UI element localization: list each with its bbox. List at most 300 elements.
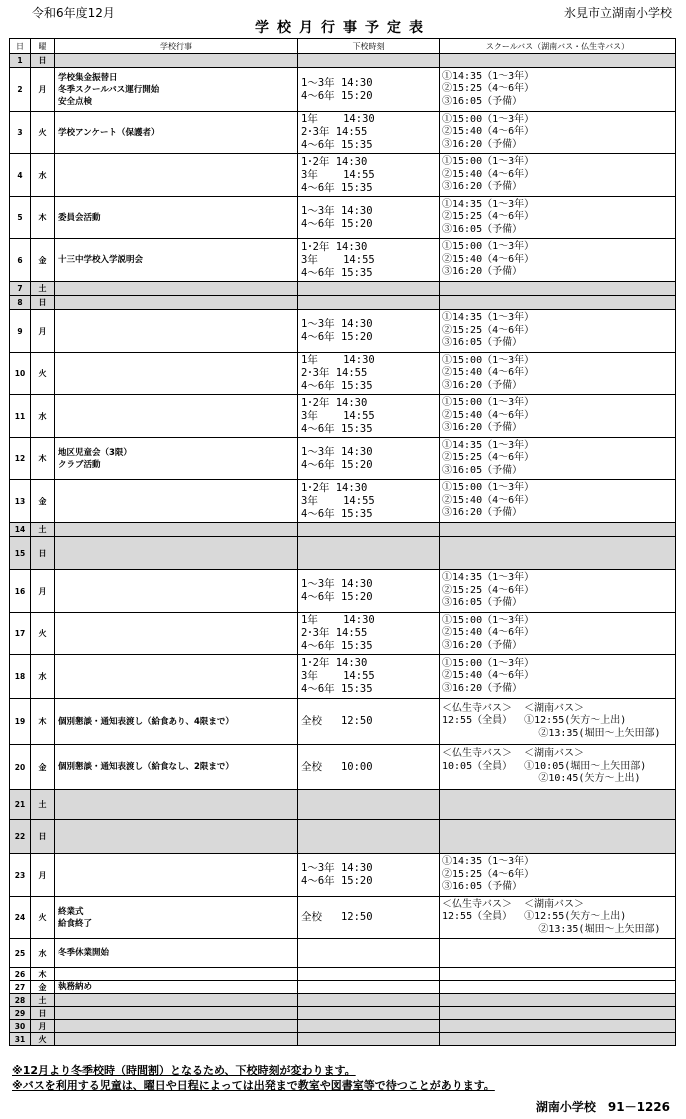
weekday-cell: 火 bbox=[31, 112, 55, 154]
table-row bbox=[10, 745, 676, 790]
event-cell bbox=[55, 790, 298, 820]
dismissal-cell-line: 3年 14:55 bbox=[301, 168, 375, 181]
event-cell-line: 学校アンケート（保護者） bbox=[58, 127, 160, 138]
weekday-cell: 火 bbox=[31, 897, 55, 939]
day-cell: 12 bbox=[10, 438, 31, 480]
weekday-cell: 木 bbox=[31, 197, 55, 239]
bus-cell-line: ①15:00（1～3年） bbox=[442, 354, 535, 366]
event-cell-line: 執務納め bbox=[58, 982, 93, 992]
weekday-cell: 月 bbox=[31, 1020, 55, 1033]
event-cell bbox=[55, 994, 298, 1007]
dismissal-cell-line: 3年 14:55 bbox=[301, 253, 375, 266]
dismissal-cell-line: 1～3年 14:30 bbox=[301, 76, 373, 89]
dismissal-cell-line: 1年 14:30 bbox=[301, 113, 375, 125]
dismissal-cell-line: 全校 10:00 bbox=[301, 760, 373, 773]
table-row bbox=[10, 1007, 676, 1020]
table-row bbox=[10, 790, 676, 820]
bus-cell bbox=[440, 655, 676, 699]
dismissal-cell-line: 1･2年 14:30 bbox=[301, 481, 368, 494]
dismissal-cell-line: 1年 14:30 bbox=[301, 354, 375, 366]
dismissal-cell bbox=[298, 655, 440, 699]
bus-cell bbox=[440, 745, 676, 790]
day-cell: 18 bbox=[10, 655, 31, 699]
weekday-cell: 木 bbox=[31, 699, 55, 745]
bus-cell bbox=[440, 395, 676, 438]
bus-cell-line: ＜仏生寺バス＞ ＜湖南バス＞ bbox=[442, 748, 585, 760]
table-row bbox=[10, 239, 676, 282]
weekday-cell: 水 bbox=[31, 939, 55, 968]
event-cell bbox=[55, 699, 298, 745]
dismissal-cell-line: 1･2年 14:30 bbox=[301, 155, 368, 168]
dismissal-cell bbox=[298, 897, 440, 939]
event-cell bbox=[55, 537, 298, 570]
table-row bbox=[10, 537, 676, 570]
event-cell bbox=[55, 68, 298, 112]
bus-cell bbox=[440, 239, 676, 282]
dismissal-cell-line: 4～6年 15:35 bbox=[301, 266, 373, 279]
event-cell-line: クラブ活動 bbox=[58, 459, 101, 470]
day-cell: 14 bbox=[10, 523, 31, 537]
dismissal-cell bbox=[298, 296, 440, 310]
weekday-cell: 木 bbox=[31, 438, 55, 480]
bus-cell-line: ③16:20（予備） bbox=[442, 682, 523, 694]
dismissal-cell bbox=[298, 537, 440, 570]
weekday-cell: 月 bbox=[31, 68, 55, 112]
weekday-cell: 火 bbox=[31, 1033, 55, 1046]
dismissal-cell bbox=[298, 54, 440, 68]
bus-cell bbox=[440, 154, 676, 197]
dismissal-cell bbox=[298, 112, 440, 154]
day-cell: 11 bbox=[10, 395, 31, 438]
col-header-dismissal: 下校時刻 bbox=[298, 39, 440, 54]
weekday-cell: 水 bbox=[31, 154, 55, 197]
table-row bbox=[10, 613, 676, 655]
event-cell bbox=[55, 112, 298, 154]
event-cell bbox=[55, 745, 298, 790]
dismissal-cell-line: 4～6年 15:35 bbox=[301, 181, 373, 194]
table-row bbox=[10, 570, 676, 613]
bus-cell-line: ①15:00（1～3年） bbox=[442, 156, 535, 168]
bus-cell bbox=[440, 310, 676, 353]
table-row bbox=[10, 1020, 676, 1033]
dismissal-cell bbox=[298, 395, 440, 438]
bus-cell bbox=[440, 854, 676, 897]
dismissal-cell-line: 3年 14:55 bbox=[301, 409, 375, 422]
dismissal-cell bbox=[298, 1020, 440, 1033]
day-cell: 16 bbox=[10, 570, 31, 613]
col-header-day: 日 bbox=[10, 39, 31, 54]
dismissal-cell bbox=[298, 745, 440, 790]
bus-cell-line: ①14:35（1～3年） bbox=[442, 439, 535, 451]
dismissal-cell bbox=[298, 613, 440, 655]
bus-cell bbox=[440, 296, 676, 310]
bus-cell-line: ②15:25（4～6年） bbox=[442, 452, 535, 464]
day-cell: 8 bbox=[10, 296, 31, 310]
event-cell bbox=[55, 310, 298, 353]
bus-cell-line: ②15:40（4～6年） bbox=[442, 253, 535, 265]
weekday-cell: 土 bbox=[31, 994, 55, 1007]
event-cell bbox=[55, 282, 298, 296]
event-cell bbox=[55, 613, 298, 655]
day-cell: 10 bbox=[10, 353, 31, 395]
bus-cell bbox=[440, 570, 676, 613]
bus-cell-line: 10:05（全員） ①10:05(堀田～上矢田部) bbox=[442, 760, 647, 772]
dismissal-cell-line: 4～6年 15:35 bbox=[301, 380, 373, 392]
dismissal-cell-line: 1･2年 14:30 bbox=[301, 657, 368, 669]
event-cell bbox=[55, 353, 298, 395]
bus-cell-line: ①15:00（1～3年） bbox=[442, 657, 535, 669]
bus-cell bbox=[440, 613, 676, 655]
event-cell-line: 学校集金振替日 bbox=[58, 72, 118, 83]
school-name: 氷見市立湖南小学校 bbox=[563, 6, 672, 20]
day-cell: 21 bbox=[10, 790, 31, 820]
dismissal-cell-line: 1年 14:30 bbox=[301, 614, 375, 626]
bus-cell bbox=[440, 112, 676, 154]
day-cell: 4 bbox=[10, 154, 31, 197]
day-cell: 9 bbox=[10, 310, 31, 353]
event-cell bbox=[55, 523, 298, 537]
dismissal-cell-line: 4～6年 15:20 bbox=[301, 591, 373, 603]
event-cell bbox=[55, 296, 298, 310]
bus-cell-line: ③16:20（予備） bbox=[442, 639, 523, 651]
dismissal-cell-line: 4～6年 15:20 bbox=[301, 217, 373, 230]
dismissal-cell-line: 2･3年 14:55 bbox=[301, 126, 368, 138]
bus-cell-line: ②15:40（4～6年） bbox=[442, 494, 535, 506]
bus-cell bbox=[440, 282, 676, 296]
bus-cell-line: ②15:40（4～6年） bbox=[442, 126, 535, 138]
bus-cell-line: ①15:00（1～3年） bbox=[442, 113, 535, 125]
table-row bbox=[10, 112, 676, 154]
dismissal-cell bbox=[298, 790, 440, 820]
weekday-cell: 土 bbox=[31, 790, 55, 820]
bus-cell-line: ③16:20（予備） bbox=[442, 379, 523, 391]
dismissal-cell-line: 4～6年 15:20 bbox=[301, 331, 373, 343]
bus-cell-line: ③16:20（予備） bbox=[442, 138, 523, 150]
dismissal-cell-line: 1～3年 14:30 bbox=[301, 578, 373, 590]
bus-cell-line: ①15:00（1～3年） bbox=[442, 397, 535, 409]
table-row bbox=[10, 981, 676, 994]
bus-cell-line: ②13:35(堀田～上矢田部) bbox=[442, 923, 661, 935]
dismissal-cell bbox=[298, 699, 440, 745]
table-row bbox=[10, 523, 676, 537]
col-header-weekday: 曜 bbox=[31, 39, 55, 54]
day-cell: 30 bbox=[10, 1020, 31, 1033]
bus-cell-line: ②15:25（4～6年） bbox=[442, 324, 535, 336]
day-cell: 27 bbox=[10, 981, 31, 994]
event-cell-line: 冬季休業開始 bbox=[58, 948, 110, 958]
weekday-cell: 金 bbox=[31, 480, 55, 523]
table-row bbox=[10, 699, 676, 745]
event-cell-line: 十三中学校入学説明会 bbox=[58, 255, 144, 265]
dismissal-cell-line: 4～6年 15:35 bbox=[301, 507, 373, 520]
event-cell bbox=[55, 897, 298, 939]
bus-cell bbox=[440, 1020, 676, 1033]
event-cell-line: 委員会活動 bbox=[58, 212, 101, 223]
table-row bbox=[10, 282, 676, 296]
table-row bbox=[10, 296, 676, 310]
bus-cell-line: ①15:00（1～3年） bbox=[442, 482, 535, 494]
dismissal-cell bbox=[298, 981, 440, 994]
table-row bbox=[10, 655, 676, 699]
dismissal-cell bbox=[298, 480, 440, 523]
bus-cell-line: ②15:40（4～6年） bbox=[442, 409, 535, 421]
bus-cell bbox=[440, 790, 676, 820]
event-cell bbox=[55, 54, 298, 68]
table-row bbox=[10, 353, 676, 395]
event-cell-line: 終業式 bbox=[58, 906, 84, 917]
bus-cell-line: ②13:35(堀田～上矢田部) bbox=[442, 727, 661, 739]
weekday-cell: 水 bbox=[31, 395, 55, 438]
dismissal-cell-line: 4～6年 15:35 bbox=[301, 422, 373, 435]
dismissal-cell bbox=[298, 1007, 440, 1020]
event-cell-line: 冬季スクールバス運行開始 bbox=[58, 84, 160, 95]
day-cell: 26 bbox=[10, 968, 31, 981]
bus-cell-line: ③16:20（予備） bbox=[442, 422, 523, 434]
weekday-cell: 月 bbox=[31, 570, 55, 613]
dismissal-cell-line: 1～3年 14:30 bbox=[301, 862, 373, 874]
weekday-cell: 日 bbox=[31, 820, 55, 854]
dismissal-cell-line: 4～6年 15:20 bbox=[301, 458, 373, 471]
bus-cell-line: ②15:25（4～6年） bbox=[442, 868, 535, 880]
table-row bbox=[10, 939, 676, 968]
weekday-cell: 土 bbox=[31, 282, 55, 296]
weekday-cell: 金 bbox=[31, 745, 55, 790]
bus-cell-line: ①14:35（1～3年） bbox=[442, 198, 535, 210]
day-cell: 13 bbox=[10, 480, 31, 523]
dismissal-cell-line: 全校 12:50 bbox=[301, 911, 373, 923]
col-header-events: 学校行事 bbox=[55, 39, 298, 54]
bus-cell bbox=[440, 68, 676, 112]
day-cell: 1 bbox=[10, 54, 31, 68]
dismissal-cell-line: 4～6年 15:20 bbox=[301, 875, 373, 887]
event-cell-line: 個別懇談・通知表渡し（給食あり、4限まで） bbox=[58, 716, 234, 727]
dismissal-cell bbox=[298, 353, 440, 395]
bus-cell-line: ①14:35（1～3年） bbox=[442, 856, 535, 868]
event-cell bbox=[55, 968, 298, 981]
dismissal-cell-line: 3年 14:55 bbox=[301, 670, 375, 682]
weekday-cell: 日 bbox=[31, 537, 55, 570]
dismissal-cell-line: 1～3年 14:30 bbox=[301, 318, 373, 330]
bus-cell-line: ②15:25（4～6年） bbox=[442, 211, 535, 223]
day-cell: 23 bbox=[10, 854, 31, 897]
bus-cell-line: ＜仏生寺バス＞ ＜湖南バス＞ bbox=[442, 702, 585, 714]
weekday-cell: 火 bbox=[31, 613, 55, 655]
dismissal-cell bbox=[298, 154, 440, 197]
bus-cell bbox=[440, 981, 676, 994]
event-cell-line: 地区児童会（3限） bbox=[58, 447, 132, 458]
weekday-cell: 月 bbox=[31, 310, 55, 353]
event-cell bbox=[55, 239, 298, 282]
day-cell: 15 bbox=[10, 537, 31, 570]
weekday-cell: 金 bbox=[31, 239, 55, 282]
bus-cell-line: ②15:40（4～6年） bbox=[442, 367, 535, 379]
weekday-cell: 木 bbox=[31, 968, 55, 981]
dismissal-cell bbox=[298, 310, 440, 353]
bus-cell-line: ③16:05（予備） bbox=[442, 881, 523, 893]
bus-cell bbox=[440, 523, 676, 537]
col-header-bus: スクールバス（湖南バス・仏生寺バス） bbox=[440, 39, 676, 54]
day-cell: 25 bbox=[10, 939, 31, 968]
table-row bbox=[10, 968, 676, 981]
schedule-table bbox=[9, 38, 676, 1046]
bus-cell bbox=[440, 197, 676, 239]
bus-cell bbox=[440, 480, 676, 523]
bus-cell-line: ①15:00（1～3年） bbox=[442, 614, 535, 626]
event-cell bbox=[55, 854, 298, 897]
bus-cell-line: ③16:20（予備） bbox=[442, 266, 523, 278]
event-cell bbox=[55, 154, 298, 197]
weekday-cell: 金 bbox=[31, 981, 55, 994]
bus-cell-line: ①14:35（1～3年） bbox=[442, 312, 535, 324]
dismissal-cell bbox=[298, 968, 440, 981]
dismissal-cell-line: 4～6年 15:35 bbox=[301, 139, 373, 151]
event-cell bbox=[55, 939, 298, 968]
bus-cell-line: ①15:00（1～3年） bbox=[442, 241, 535, 253]
event-cell bbox=[55, 1033, 298, 1046]
dismissal-cell bbox=[298, 570, 440, 613]
schedule-body bbox=[10, 54, 676, 1046]
dismissal-cell-line: 1～3年 14:30 bbox=[301, 204, 373, 217]
dismissal-cell bbox=[298, 282, 440, 296]
day-cell: 7 bbox=[10, 282, 31, 296]
bus-cell-line: ②15:40（4～6年） bbox=[442, 670, 535, 682]
bus-cell bbox=[440, 353, 676, 395]
table-row bbox=[10, 897, 676, 939]
day-cell: 22 bbox=[10, 820, 31, 854]
bus-cell bbox=[440, 820, 676, 854]
bus-cell bbox=[440, 699, 676, 745]
dismissal-cell bbox=[298, 438, 440, 480]
table-row bbox=[10, 310, 676, 353]
bus-cell-line: ②15:25（4～6年） bbox=[442, 83, 535, 95]
day-cell: 20 bbox=[10, 745, 31, 790]
bus-cell-line: ②10:45(矢方～上出) bbox=[442, 773, 641, 785]
weekday-cell: 土 bbox=[31, 523, 55, 537]
day-cell: 6 bbox=[10, 239, 31, 282]
event-cell bbox=[55, 197, 298, 239]
day-cell: 5 bbox=[10, 197, 31, 239]
event-cell bbox=[55, 981, 298, 994]
day-cell: 24 bbox=[10, 897, 31, 939]
bus-cell bbox=[440, 438, 676, 480]
bus-cell-line: ②15:40（4～6年） bbox=[442, 627, 535, 639]
table-row bbox=[10, 854, 676, 897]
dismissal-cell-line: 4～6年 15:35 bbox=[301, 640, 373, 652]
bus-cell-line: ③16:05（予備） bbox=[442, 597, 523, 609]
dismissal-cell-line: 1～3年 14:30 bbox=[301, 445, 373, 458]
dismissal-cell bbox=[298, 523, 440, 537]
dismissal-cell bbox=[298, 854, 440, 897]
table-row bbox=[10, 480, 676, 523]
event-cell bbox=[55, 1007, 298, 1020]
event-cell-line: 安全点検 bbox=[58, 96, 93, 107]
bus-cell bbox=[440, 537, 676, 570]
event-cell bbox=[55, 438, 298, 480]
bus-cell-line: ③16:05（予備） bbox=[442, 223, 523, 235]
event-cell bbox=[55, 820, 298, 854]
dismissal-cell bbox=[298, 939, 440, 968]
dismissal-cell-line: 2･3年 14:55 bbox=[301, 367, 368, 379]
dismissal-cell bbox=[298, 994, 440, 1007]
dismissal-cell bbox=[298, 197, 440, 239]
bus-cell-line: 12:55（全員） ①12:55(矢方～上出) bbox=[442, 911, 627, 923]
table-row bbox=[10, 438, 676, 480]
day-cell: 28 bbox=[10, 994, 31, 1007]
bus-cell-line: ②15:40（4～6年） bbox=[442, 168, 535, 180]
dismissal-cell-line: 1･2年 14:30 bbox=[301, 396, 368, 409]
weekday-cell: 日 bbox=[31, 296, 55, 310]
table-row bbox=[10, 994, 676, 1007]
bus-cell-line: ③16:20（予備） bbox=[442, 181, 523, 193]
event-cell bbox=[55, 570, 298, 613]
day-cell: 2 bbox=[10, 68, 31, 112]
dismissal-cell-line: 全校 12:50 bbox=[301, 715, 373, 727]
bus-cell-line: ②15:25（4～6年） bbox=[442, 584, 535, 596]
bus-cell-line: ③16:05（予備） bbox=[442, 95, 523, 107]
dismissal-cell-line: 2･3年 14:55 bbox=[301, 627, 368, 639]
day-cell: 3 bbox=[10, 112, 31, 154]
table-row bbox=[10, 68, 676, 112]
bus-cell-line: ①14:35（1～3年） bbox=[442, 70, 535, 82]
bus-cell bbox=[440, 968, 676, 981]
table-row bbox=[10, 54, 676, 68]
bus-cell bbox=[440, 939, 676, 968]
event-cell bbox=[55, 1020, 298, 1033]
table-row bbox=[10, 154, 676, 197]
dismissal-cell-line: 3年 14:55 bbox=[301, 494, 375, 507]
event-cell bbox=[55, 480, 298, 523]
table-row bbox=[10, 1033, 676, 1046]
weekday-cell: 日 bbox=[31, 1007, 55, 1020]
bus-cell-line: ③16:20（予備） bbox=[442, 507, 523, 519]
day-cell: 17 bbox=[10, 613, 31, 655]
bus-cell-line: ③16:05（予備） bbox=[442, 337, 523, 349]
dismissal-cell-line: 4～6年 15:20 bbox=[301, 89, 373, 102]
period-label: 令和6年度12月 bbox=[32, 6, 115, 20]
weekday-cell: 日 bbox=[31, 54, 55, 68]
bus-cell-line: ③16:05（予備） bbox=[442, 464, 523, 476]
table-header-row bbox=[10, 39, 676, 54]
footer-note-1: ※12月より冬季校時（時間割）となるため、下校時刻が変わります。 bbox=[12, 1064, 356, 1077]
weekday-cell: 火 bbox=[31, 353, 55, 395]
event-cell bbox=[55, 655, 298, 699]
day-cell: 31 bbox=[10, 1033, 31, 1046]
table-row bbox=[10, 820, 676, 854]
table-row bbox=[10, 395, 676, 438]
day-cell: 29 bbox=[10, 1007, 31, 1020]
bus-cell-line: 12:55（全員） ①12:55(矢方～上出) bbox=[442, 715, 627, 727]
table-row bbox=[10, 197, 676, 239]
bus-cell bbox=[440, 1033, 676, 1046]
bus-cell bbox=[440, 54, 676, 68]
page-title: 学校月行事予定表 bbox=[255, 20, 431, 36]
dismissal-cell bbox=[298, 1033, 440, 1046]
day-cell: 19 bbox=[10, 699, 31, 745]
dismissal-cell-line: 1･2年 14:30 bbox=[301, 240, 368, 253]
dismissal-cell bbox=[298, 820, 440, 854]
bus-cell-line: ①14:35（1～3年） bbox=[442, 572, 535, 584]
bus-cell bbox=[440, 994, 676, 1007]
bus-cell bbox=[440, 1007, 676, 1020]
footer-contact: 湖南小学校 91－1226 bbox=[535, 1100, 670, 1114]
bus-cell bbox=[440, 897, 676, 939]
event-cell bbox=[55, 395, 298, 438]
event-cell-line: 個別懇談・通知表渡し（給食なし、2限まで） bbox=[58, 762, 234, 772]
weekday-cell: 月 bbox=[31, 854, 55, 897]
dismissal-cell-line: 4～6年 15:35 bbox=[301, 683, 373, 695]
bus-cell-line: ＜仏生寺バス＞ ＜湖南バス＞ bbox=[442, 898, 585, 910]
dismissal-cell bbox=[298, 239, 440, 282]
